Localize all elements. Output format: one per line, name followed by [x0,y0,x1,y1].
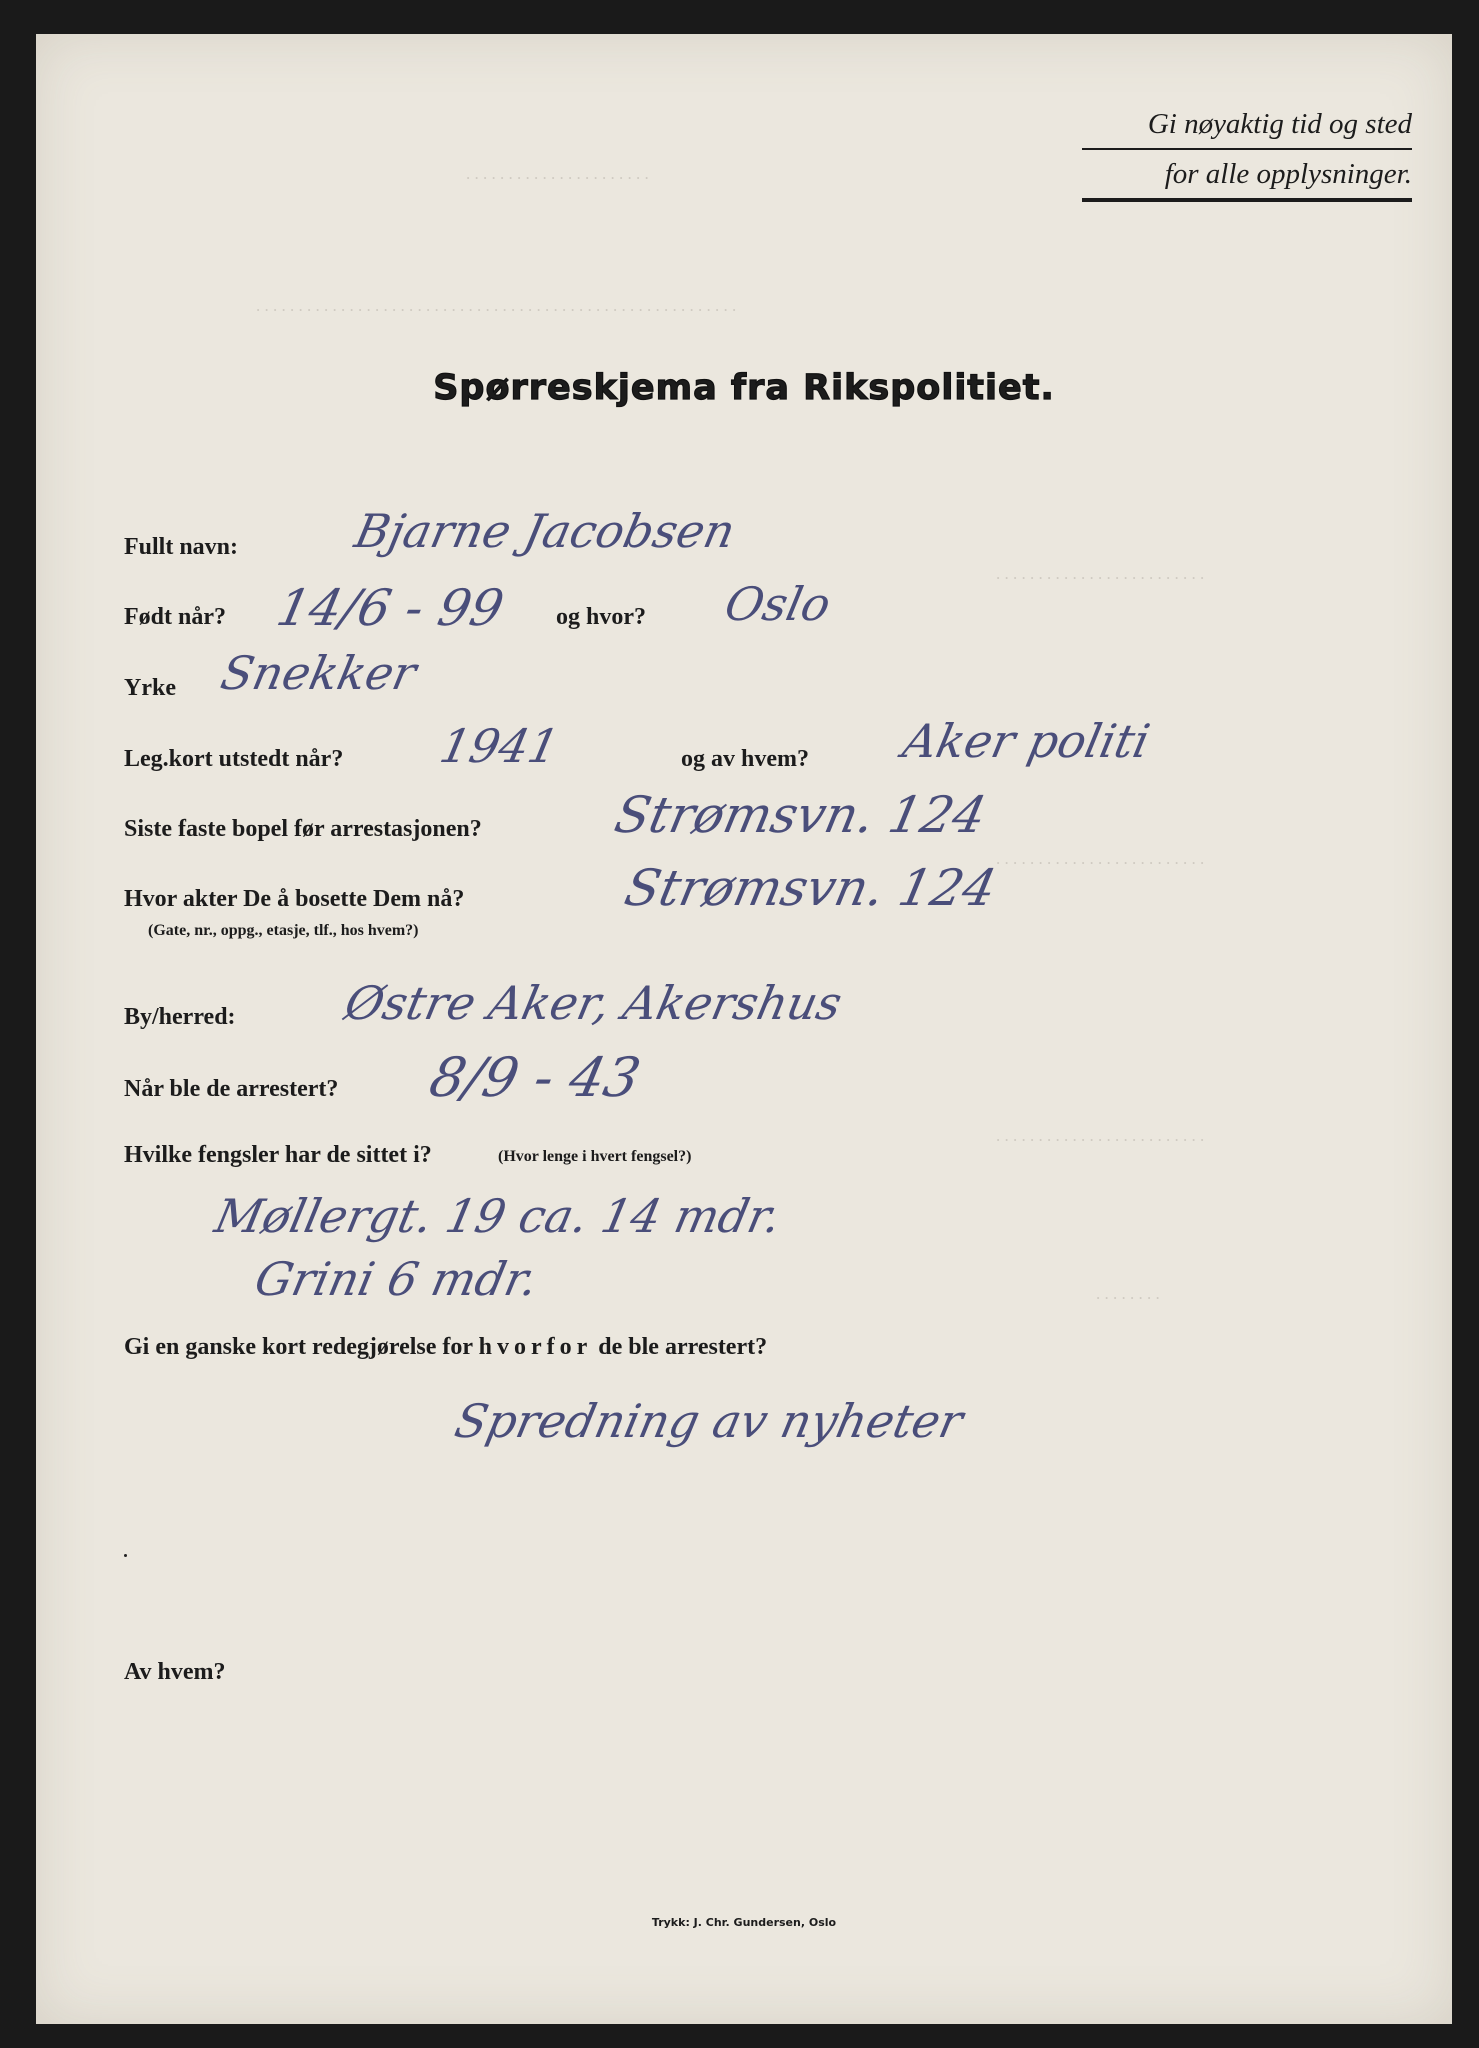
born-when-value: 14/6 - 99 [271,579,509,637]
reason-value: Spredning av nyheter [450,1394,968,1448]
instruction-notice [1082,100,1412,202]
form-title: Spørreskjema fra Rikspolitiet. [433,368,1055,408]
full-name-label: Fullt navn: [124,534,239,560]
reason-label-post: de ble arrestert? [598,1334,768,1360]
occupation-label: Yrke [124,675,176,701]
born-where-value: Oslo [720,577,836,631]
reason-label-pre: Gi en ganske kort redegjørelse for [124,1334,473,1360]
municipality-label: By/herred: [124,1004,236,1030]
by-whom-label: Av hvem? [124,1659,226,1685]
prisons-label: Hvilke fengsler har de sittet i? [124,1142,432,1168]
bleed-through-text: . . . . . . . . . . . . . . . . . . . . . . . . . . . . . . . . . . . . . . . . . . . . . . . . . . . . . . . . . [256,296,737,315]
id-issuer-value: Aker politi [898,714,1155,768]
full-name-value: Bjarne Jacobsen [350,504,740,558]
arrested-label: Når ble de arrestert? [124,1076,339,1102]
document-page [36,34,1452,2024]
municipality-value: Østre Aker, Akershus [340,976,847,1030]
arrested-value: 8/9 - 43 [424,1046,646,1109]
bleed-through-text: . . . . . . . . . . . . . . . . . . . . . . . . . [996,849,1205,868]
bleed-through-text: . . . . . . . . . . . . . . . . . . . . . . . . . [996,1126,1205,1145]
bleed-through-text: . . . . . . . . . . . . . . . . . . . . . . [466,164,649,183]
instruction-line-2: for alle opplysninger. [1082,150,1412,202]
id-issued-label: Leg.kort utstedt når? [124,746,344,772]
bleed-through-text: . . . . . . . . [1096,1284,1160,1303]
occupation-value: Snekker [216,646,422,700]
id-issued-value: 1941 [435,719,564,773]
printer-credit: Trykk: J. Chr. Gundersen, Oslo [651,1916,837,1929]
stray-mark [124,1554,127,1557]
prisons-value-line-2: Grini 6 mdr. [250,1252,543,1306]
prisons-sublabel: (Hvor lenge i hvert fengsel?) [498,1148,692,1165]
prisons-value-line-1: Møllergt. 19 ca. 14 mdr. [210,1189,786,1243]
reason-label [124,1334,767,1361]
reason-label-emphasis: hvorfor [478,1334,593,1360]
born-where-label: og hvor? [556,604,646,630]
last-address-label: Siste faste bopel før arrestasjonen? [124,816,482,842]
last-address-value: Strømsvn. 124 [609,786,992,844]
born-when-label: Født når? [124,604,226,630]
settle-value: Strømsvn. 124 [619,859,1002,917]
instruction-line-1: Gi nøyaktig tid og sted [1082,100,1412,150]
settle-sublabel: (Gate, nr., oppg., etasje, tlf., hos hvem?) [148,922,419,939]
settle-label: Hvor akter De å bosette Dem nå? [124,886,465,912]
id-issuer-label: og av hvem? [681,746,809,772]
bleed-through-text: . . . . . . . . . . . . . . . . . . . . . . . . . [996,564,1205,583]
